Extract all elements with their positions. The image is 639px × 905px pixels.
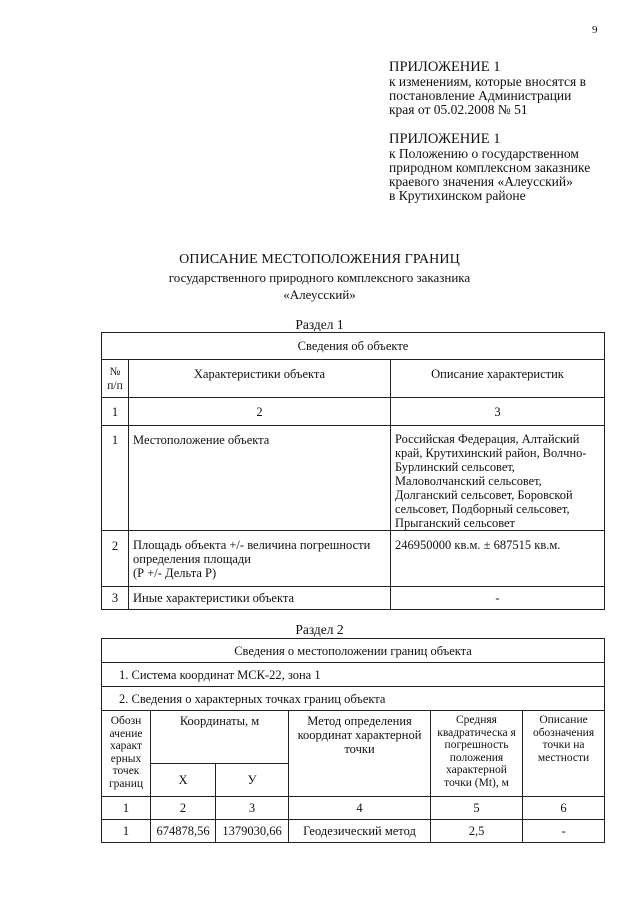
document-title: ОПИСАНИЕ МЕСТОПОЛОЖЕНИЯ ГРАНИЦ	[179, 252, 460, 267]
column-number: 3	[391, 398, 605, 426]
annex-title: ПРИЛОЖЕНИЕ 1	[389, 131, 501, 147]
row-description: -	[391, 587, 605, 610]
section-1-label: Раздел 1	[295, 317, 344, 332]
annex-changes	[389, 60, 586, 117]
table-title: Сведения об объекте	[102, 333, 605, 360]
coordinate-x: 674878,56	[151, 820, 216, 843]
point-id: 1	[102, 820, 151, 843]
point-description: -	[523, 820, 605, 843]
table-row	[102, 426, 605, 531]
annex-line: к изменениям, которые вносятся в	[389, 74, 587, 89]
annex-regulation	[389, 132, 590, 203]
column-number: 2	[129, 398, 391, 426]
column-header-description: Описание характеристик	[391, 360, 605, 398]
coordinate-y: 1379030,66	[216, 820, 289, 843]
column-header-coordinates: Координаты, м	[151, 711, 289, 764]
annex-line: постановление Администрации	[389, 88, 572, 103]
table-title: Сведения о местоположении границ объекта	[102, 639, 605, 663]
boundary-table	[101, 638, 605, 843]
row-number: 1	[102, 426, 129, 531]
row-characteristic: Площадь объекта +/- величина погрешности определения площади (Р +/- Дельта Р)	[129, 531, 391, 587]
column-header-error: Средняя квадратическа я погрешность положения характерной точки (Mt), м	[431, 711, 523, 797]
column-number: 1	[102, 797, 151, 820]
column-header-point: Обозн ачение характ ерных точек границ	[102, 711, 151, 797]
column-number: 2	[151, 797, 216, 820]
column-header-y: У	[216, 764, 289, 797]
column-header-description: Описание обозначения точки на местности	[523, 711, 605, 797]
document-subtitle: государственного природного комплексного заказника	[168, 270, 471, 285]
error-value: 2,5	[431, 820, 523, 843]
column-header-number: № п/п	[102, 360, 129, 398]
coordinate-system: 1. Система координат МСК-22, зона 1	[102, 663, 605, 687]
row-description: Российская Федерация, Алтайский край, Крутихинский район, Волчно-Бурлинский сельсовет, Маловолчанский сельсовет, Долганский сельсовет, Боровской сельсовет, Подборный сельсовет, Прыганский сельсовет	[391, 426, 605, 531]
section-2-label: Раздел 2	[295, 622, 344, 637]
annex-line: природном комплексном заказнике	[389, 160, 591, 175]
annex-title: ПРИЛОЖЕНИЕ 1	[389, 59, 501, 75]
row-number: 3	[102, 587, 129, 610]
annex-line: краевого значения «Алеусский»	[389, 174, 573, 189]
method: Геодезический метод	[289, 820, 431, 843]
table-row	[102, 820, 605, 843]
row-characteristic: Иные характеристики объекта	[129, 587, 391, 610]
row-characteristic: Местоположение объекта	[129, 426, 391, 531]
points-info: 2. Сведения о характерных точках границ объекта	[102, 687, 605, 711]
column-number: 3	[216, 797, 289, 820]
annex-line: в Крутихинском районе	[389, 188, 526, 203]
table-row	[102, 531, 605, 587]
column-header-method: Метод определения координат характерной точки	[289, 711, 431, 797]
row-description: 246950000 кв.м. ± 687515 кв.м.	[391, 531, 605, 587]
column-number: 4	[289, 797, 431, 820]
table-row	[102, 587, 605, 610]
annex-line: края от 05.02.2008 № 51	[389, 102, 528, 117]
column-number: 5	[431, 797, 523, 820]
column-number: 1	[102, 398, 129, 426]
annex-line: к Положению о государственном	[389, 146, 579, 161]
column-number: 6	[523, 797, 605, 820]
reserve-name: «Алеусский»	[283, 287, 356, 302]
object-info-table	[101, 332, 605, 610]
column-header-x: Х	[151, 764, 216, 797]
page-number: 9	[592, 24, 598, 36]
column-header-characteristics: Характеристики объекта	[129, 360, 391, 398]
row-number: 2	[102, 531, 129, 587]
